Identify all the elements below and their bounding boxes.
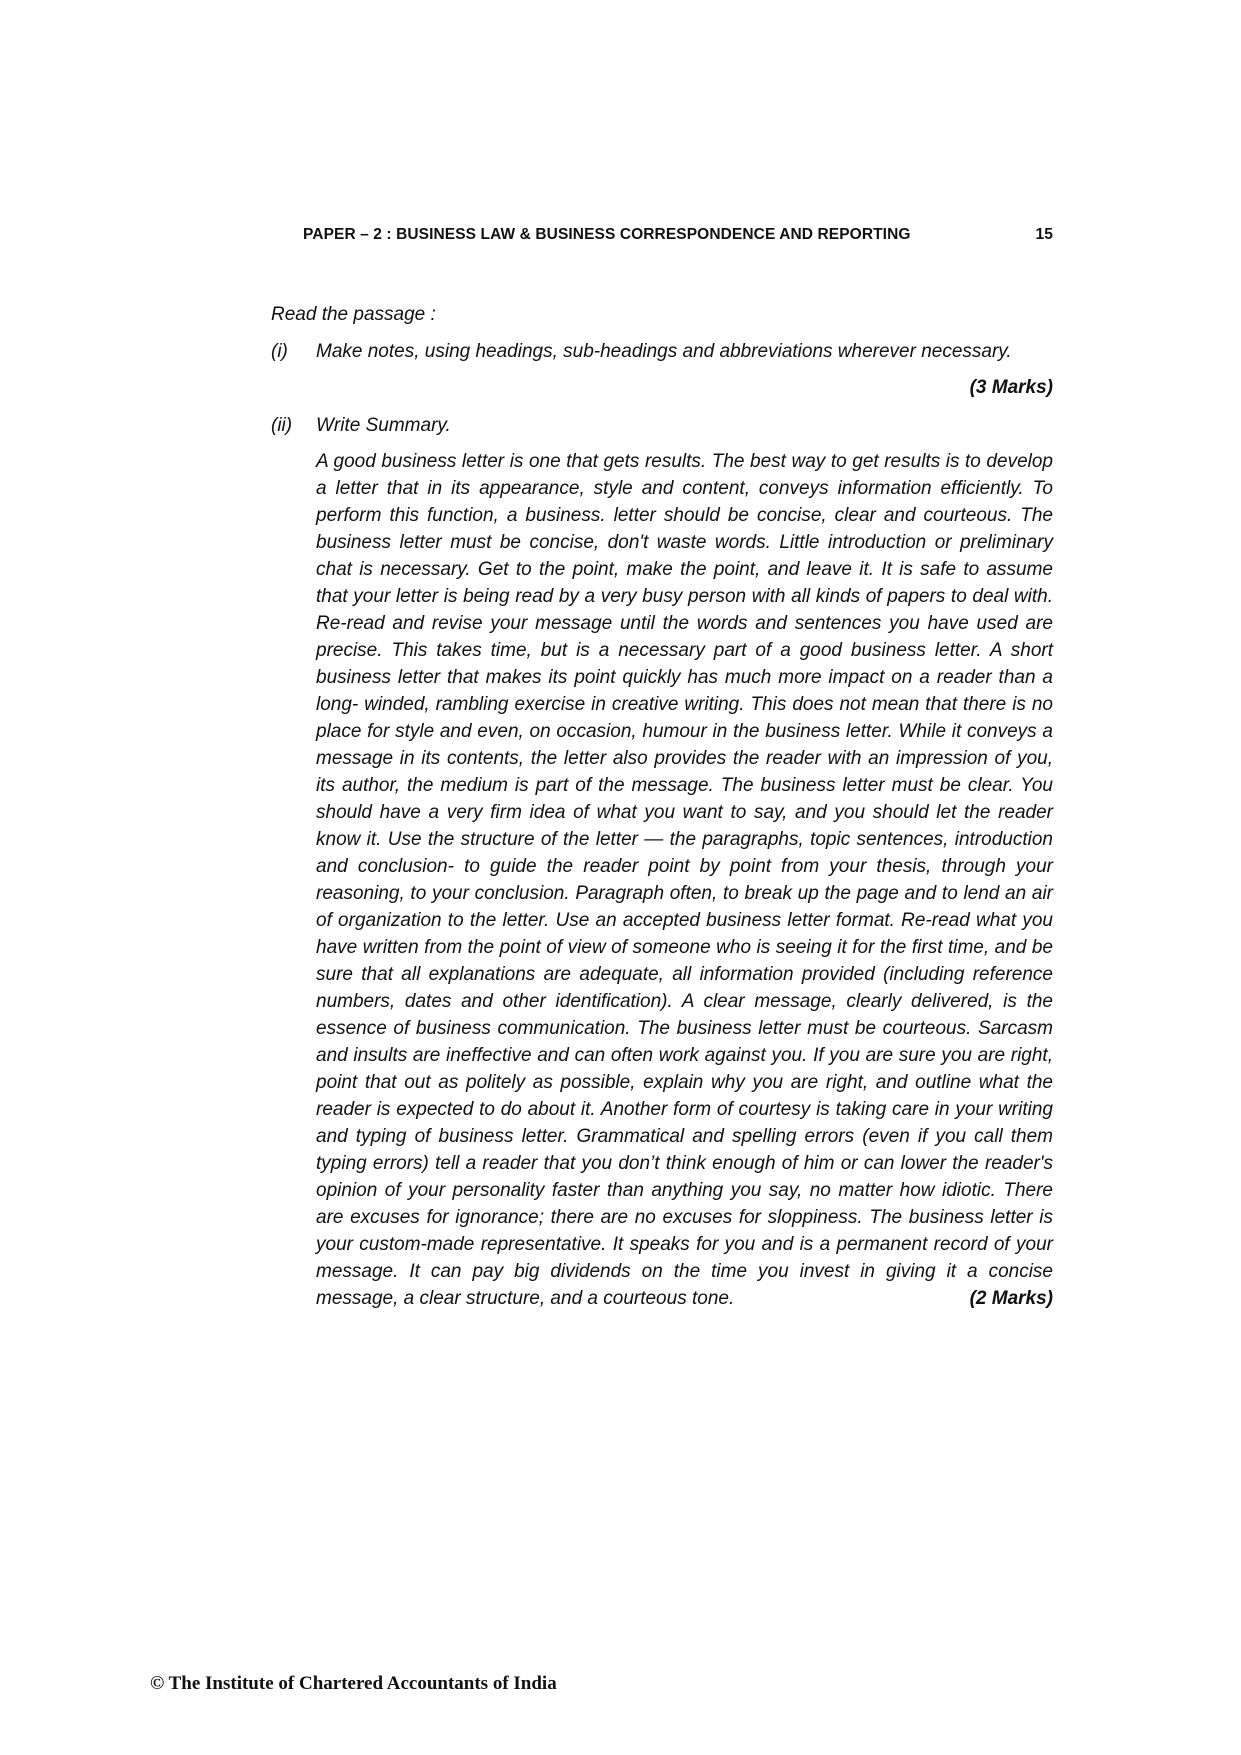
question-item-ii [271, 412, 1053, 439]
reading-passage [316, 448, 1053, 1312]
marks-label: (3 Marks) [969, 377, 1053, 398]
marks-label: (2 Marks) [969, 1288, 1053, 1309]
passage-text: A good business letter is one that gets results. The best way to get results is to develop a letter that in its appearance, style and content, conveys information efficiently. To perform this function, a business. letter should be concise, clear and courteous. The business letter must be concise, don't waste words. Little introduction or preliminary chat is necessary. Get to the point, make the point, and leave it. It is safe to assume that your letter is being read by a very busy person with all kinds of papers to deal with. Re-read and revise your message until the words and sentences you have used are precise. This takes time, but is a necessary part of a good business letter. A short business letter that makes its point quickly has much more impact on a reader than a long- winded, rambling exercise in creative writing. This does not mean that there is no place for style and even, on occasion, humour in the business letter. While it conveys a message in its contents, the letter also provides the reader with an impression of you, its author, the medium is part of the message. The business letter must be clear. You should have a very firm idea of what you want to say, and you should let the reader know it. Use the structure of the letter — the paragraphs, topic sentences, introduction and conclusion- to guide the reader point by point from your thesis, through your reasoning, to your conclusion. Paragraph often, to break up the page and to lend an air of organization to the letter. Use an accepted business letter format. Re-read what you have written from the point of view of someone who is seeing it for the first time, and be sure that all explanations are adequate, all information provided (including reference numbers, dates and other identification). A clear message, clearly delivered, is the essence of business communication. The business letter must be courteous. Sarcasm and insults are ineffective and can often work against you. If you are sure you are right, point that out as politely as possible, explain why you are right, and outline what the reader is expected to do about it. Another form of courtesy is taking care in your writing and typing of business letter. Grammatical and spelling errors (even if you call them typing errors) tell a reader that you don’t think enough of him or can lower the reader's opinion of your personality faster than anything you say, no matter how idiotic. There are excuses for ignorance; there are no excuses for sloppiness. The business letter is your custom-made representative. It speaks for you and is a permanent record of your message. It can pay big dividends on the time you invest in giving it a concise message, a clear structure, and a courteous tone. [316, 451, 1053, 1309]
paper-title: PAPER – 2 : BUSINESS LAW & BUSINESS CORRESPONDENCE AND REPORTING [303, 226, 911, 243]
page-number: 15 [1035, 226, 1053, 243]
item-number: (i) [271, 341, 288, 362]
question-body [271, 301, 1053, 1312]
item-number: (ii) [271, 415, 293, 436]
item-text: Make notes, using headings, sub-headings and abbreviations wherever necessary. [316, 341, 1012, 362]
copyright-footer: © The Institute of Chartered Accountants of India [150, 1673, 557, 1694]
question-intro: Read the passage : [271, 304, 436, 325]
question-item-i [271, 338, 1053, 365]
item-text: Write Summary. [316, 415, 451, 436]
